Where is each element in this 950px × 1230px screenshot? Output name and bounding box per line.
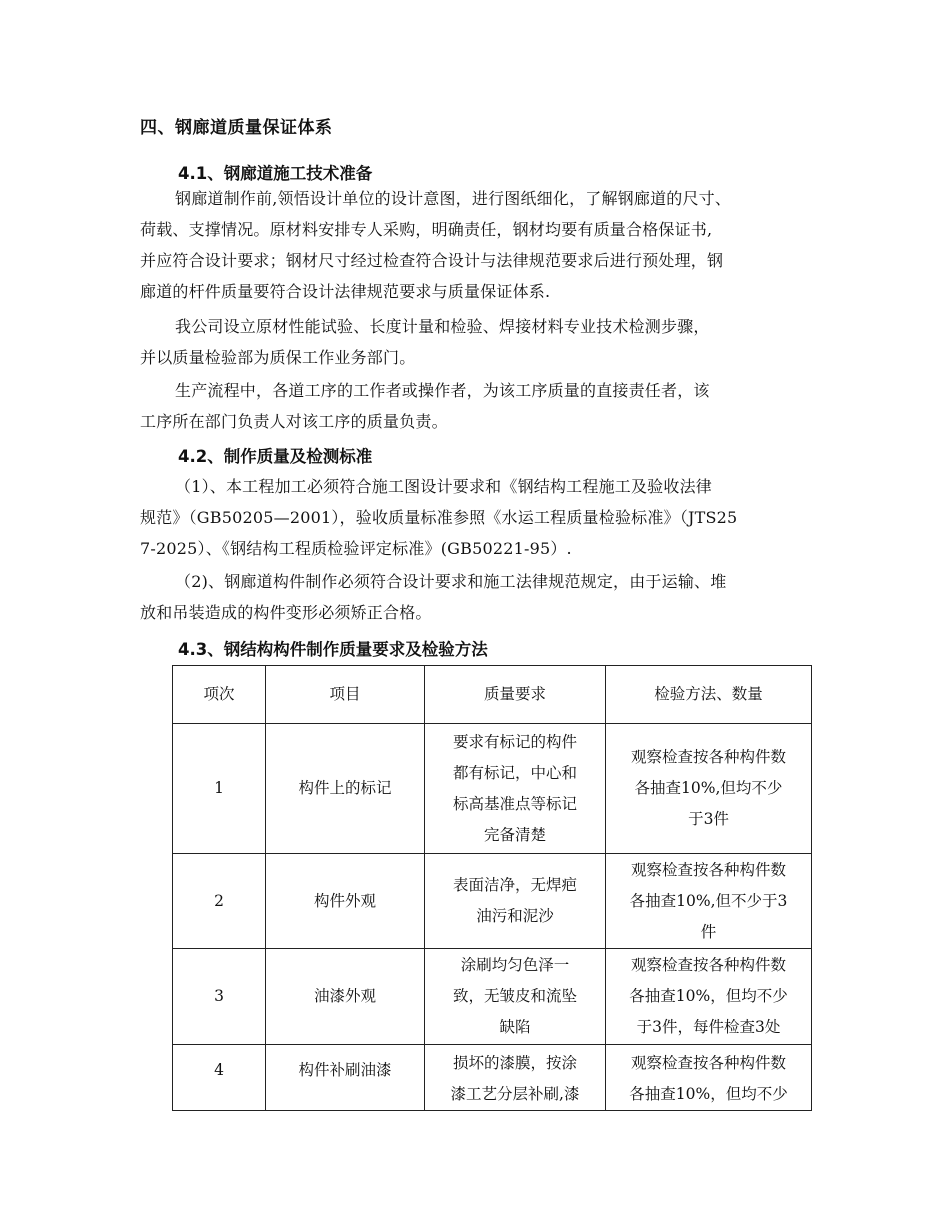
subsection-heading-4-1: 4.1、钢廊道施工技术准备 bbox=[178, 164, 373, 183]
subsection-heading-4-2: 4.2、制作质量及检测标准 bbox=[178, 447, 373, 466]
row-method bbox=[606, 1045, 812, 1111]
row-method bbox=[606, 724, 812, 854]
row-item: 构件补刷油漆 bbox=[266, 1045, 425, 1111]
table-header-row bbox=[173, 666, 812, 724]
cell-line: 件 bbox=[700, 922, 717, 941]
cell-line: 观察检查按各种构件数 bbox=[630, 1054, 786, 1072]
row-item: 构件外观 bbox=[266, 854, 425, 949]
row-requirement bbox=[425, 949, 606, 1045]
paragraph-line: （2)、钢廊道构件制作必须符合设计要求和施工法律规范规定，由于运输、堆 bbox=[175, 572, 727, 591]
cell-line: 涂刷均匀色泽一 bbox=[460, 956, 570, 974]
cell-line: 损坏的漆膜，按涂 bbox=[452, 1054, 577, 1072]
paragraph-line: 荷载、支撑情况。原材料安排专人采购，明确责任，钢材均要有质量合格保证书, bbox=[140, 220, 713, 239]
row-number: 2 bbox=[173, 854, 266, 949]
paragraph-line: 并应符合设计要求；钢材尺寸经过检查符合设计与法律规范要求后进行预处理，钢 bbox=[140, 251, 724, 270]
row-number: 3 bbox=[173, 949, 266, 1045]
row-number: 1 bbox=[173, 724, 266, 854]
cell-line: 于3件，每件检查3处 bbox=[636, 1018, 781, 1036]
table-row bbox=[173, 854, 812, 949]
subsection-heading-4-3: 4.3、钢结构构件制作质量要求及检验方法 bbox=[178, 640, 488, 659]
row-requirement bbox=[425, 854, 606, 949]
row-item: 构件上的标记 bbox=[266, 724, 425, 854]
table-row bbox=[173, 724, 812, 854]
row-method bbox=[606, 949, 812, 1045]
paragraph-line: 我公司设立原材性能试验、长度计量和检验、焊接材料专业技术检测步骤， bbox=[175, 317, 710, 336]
paragraph-line: 规范》（GB50205—2001），验收质量标准参照《水运工程质量检验标准》（JTS25 bbox=[140, 508, 738, 527]
cell-line: 各抽查10%，但均不少 bbox=[629, 1085, 788, 1103]
cell-line: 各抽查10%,但均不少 bbox=[634, 779, 783, 797]
paragraph-line: 放和吊装造成的构件变形必须矫正合格。 bbox=[140, 603, 432, 622]
column-header-requirement: 质量要求 bbox=[425, 666, 606, 724]
paragraph-line: 钢廊道制作前,领悟设计单位的设计意图，进行图纸细化，了解钢廊道的尺寸、 bbox=[175, 189, 732, 208]
column-header-item: 项目 bbox=[266, 666, 425, 724]
cell-line: 油污和泥沙 bbox=[476, 907, 554, 925]
table-row bbox=[173, 1045, 812, 1111]
row-item: 油漆外观 bbox=[266, 949, 425, 1045]
row-method bbox=[606, 854, 812, 949]
paragraph-4-2-1 bbox=[140, 471, 830, 564]
cell-line: 都有标记，中心和 bbox=[452, 763, 577, 782]
cell-line: 观察检查按各种构件数 bbox=[630, 860, 786, 879]
paragraph-line: （1）、本工程加工必须符合施工图设计要求和《钢结构工程施工及验收法律 bbox=[175, 477, 712, 496]
cell-line: 各抽查10%,但不少于3 bbox=[629, 891, 788, 910]
paragraph-4-2-2 bbox=[140, 566, 830, 628]
cell-line: 于3件 bbox=[688, 810, 729, 828]
paragraph-line: 生产流程中，各道工序的工作者或操作者，为该工序质量的直接责任者，该 bbox=[175, 381, 710, 400]
cell-line: 标高基准点等标记 bbox=[452, 794, 577, 813]
row-requirement bbox=[425, 724, 606, 854]
cell-line: 表面洁净，无焊疤 bbox=[452, 876, 577, 894]
paragraph-4-1-1 bbox=[140, 183, 830, 307]
cell-line: 缺陷 bbox=[499, 1018, 531, 1036]
paragraph-line: 工序所在部门负责人对该工序的质量负责。 bbox=[140, 412, 448, 431]
cell-line: 各抽查10%，但均不少 bbox=[629, 987, 788, 1005]
paragraph-line: 7-2025）、《钢结构工程质检验评定标准》(GB50221-95）. bbox=[140, 539, 572, 558]
paragraph-line: 廊道的杆件质量要符合设计法律规范要求与质量保证体系. bbox=[140, 282, 551, 301]
cell-line: 漆工艺分层补刷,漆 bbox=[450, 1085, 580, 1103]
section-title: 四、钢廊道质量保证体系 bbox=[140, 118, 333, 138]
paragraph-4-1-3 bbox=[140, 375, 830, 437]
column-header-method: 检验方法、数量 bbox=[606, 666, 812, 724]
quality-inspection-table bbox=[172, 665, 812, 1111]
cell-line: 要求有标记的构件 bbox=[452, 732, 577, 751]
cell-line: 观察检查按各种构件数 bbox=[630, 956, 786, 974]
table-row bbox=[173, 949, 812, 1045]
column-header-no: 项次 bbox=[173, 666, 266, 724]
cell-line: 观察检查按各种构件数 bbox=[630, 748, 786, 766]
paragraph-4-1-2 bbox=[140, 311, 830, 373]
cell-line: 致，无皱皮和流坠 bbox=[452, 987, 577, 1005]
row-requirement bbox=[425, 1045, 606, 1111]
cell-line: 完备清楚 bbox=[483, 825, 546, 844]
paragraph-line: 并以质量检验部为质保工作业务部门。 bbox=[140, 348, 416, 367]
row-number: 4 bbox=[173, 1045, 266, 1111]
